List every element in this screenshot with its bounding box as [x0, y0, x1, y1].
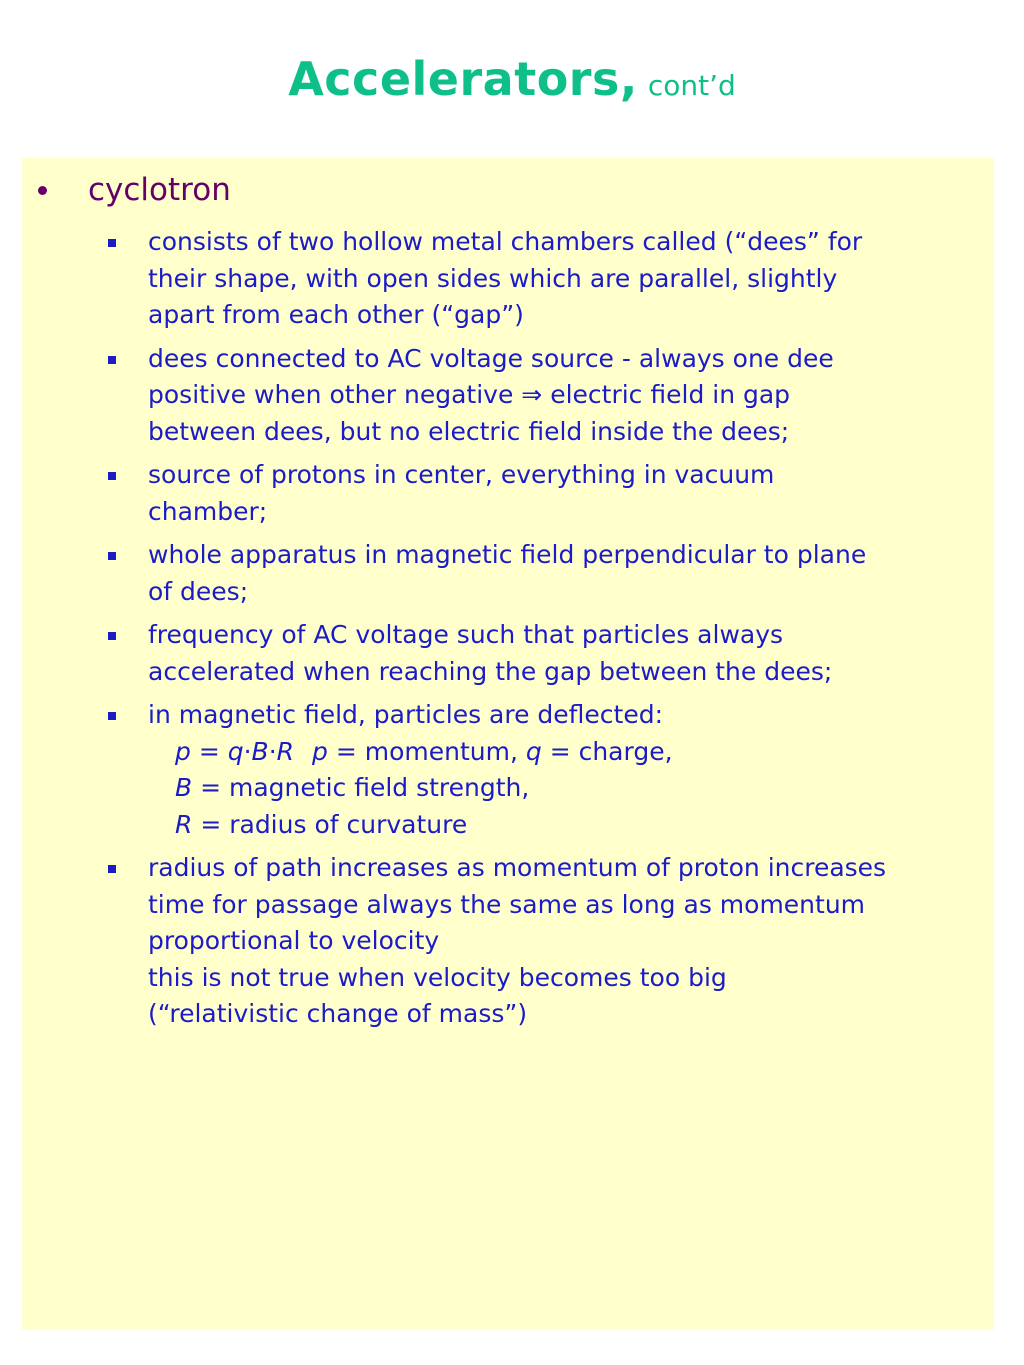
square-bullet-icon — [108, 239, 116, 247]
item-line: chamber; — [148, 496, 268, 526]
formula-symbol: p — [175, 736, 191, 766]
list-item — [104, 850, 984, 1033]
list-item — [104, 224, 984, 334]
item-line: in magnetic field, particles are deflected: — [148, 700, 664, 729]
topic-label: cyclotron — [88, 172, 231, 208]
formula-text: · — [243, 736, 252, 766]
item-line: consists of two hollow metal chambers called (“dees” for — [148, 227, 863, 256]
title-main: Accelerators, — [288, 52, 638, 106]
list-item — [104, 341, 984, 451]
formula-text: = — [190, 736, 228, 766]
formula-symbol: q — [525, 736, 542, 766]
item-line: apart from each other (“gap”) — [148, 300, 524, 329]
formula-symbol: p — [312, 736, 328, 766]
square-bullet-icon — [108, 632, 116, 640]
list-item — [104, 617, 984, 690]
list-item — [104, 457, 984, 530]
bullet-list — [104, 224, 984, 1040]
item-line: positive when other negative ⇒ electric field in gap — [148, 380, 791, 409]
item-line: radius of path increases as momentum of proton increases — [148, 853, 887, 882]
item-line: this is not true when velocity becomes too big — [148, 962, 727, 992]
slide-title — [0, 52, 1024, 106]
formula-symbol: R — [175, 809, 193, 839]
item-line: source of protons in center, everything in vacuum — [148, 460, 775, 489]
formula-symbol: R — [276, 736, 295, 766]
definition-text: = magnetic field strength, — [192, 773, 530, 802]
item-line: proportional to velocity — [148, 926, 440, 955]
formula-text: · — [268, 736, 277, 766]
definition-text: = radius of curvature — [192, 809, 468, 839]
square-bullet-icon — [108, 356, 116, 364]
formula-symbol: q — [227, 736, 244, 766]
definition-line — [148, 807, 984, 844]
item-line: between dees, but no electric field inside the dees; — [148, 416, 790, 446]
formula-symbol: B — [251, 736, 269, 766]
formula-symbol: B — [175, 773, 193, 802]
item-line: dees connected to AC voltage source - always one dee — [148, 343, 834, 373]
item-line: whole apparatus in magnetic field perpendicular to plane — [148, 540, 867, 569]
item-line: of dees; — [148, 576, 249, 606]
list-item — [104, 537, 984, 610]
definition-line — [148, 770, 984, 807]
title-sub: cont’d — [647, 69, 736, 102]
formula-line — [148, 734, 984, 771]
list-item — [104, 697, 984, 843]
formula-text: = charge, — [541, 736, 673, 766]
item-line: (“relativistic change of mass”) — [148, 999, 528, 1028]
item-line: time for passage always the same as long as momentum — [148, 889, 866, 919]
square-bullet-icon — [108, 472, 116, 480]
item-line: accelerated when reaching the gap between the dees; — [148, 656, 833, 686]
square-bullet-icon — [108, 865, 116, 873]
formula-text: = momentum, — [327, 736, 526, 766]
square-bullet-icon — [108, 552, 116, 560]
item-line: their shape, with open sides which are parallel, slightly — [148, 263, 838, 293]
round-bullet-icon — [38, 186, 47, 195]
item-line: frequency of AC voltage such that particles always — [148, 620, 784, 649]
square-bullet-icon — [108, 712, 116, 720]
